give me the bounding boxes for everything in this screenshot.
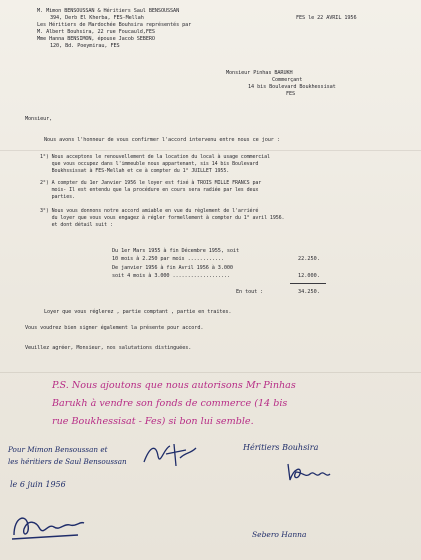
payment-terms: Loyer que vous réglerez , partie comptant , partie en traites. xyxy=(44,309,232,315)
sender-line-1: M. Mimon BENSOUSSAN & Héritiers Saul BENSOUSSAN xyxy=(37,8,180,14)
recipient-line-1: Monsieur Pinhas BARUKH xyxy=(226,70,293,76)
point-3-line-3: et dont détail suit : xyxy=(40,222,113,228)
signature-bouhsira xyxy=(282,458,338,486)
point-3-line-2: du loyer que vous vous engagez à régler formellement à compter du 1° avril 1956. xyxy=(40,215,285,221)
detail-amount-2: 12.000. xyxy=(298,273,320,279)
handwritten-note-left-1: Pour Mimon Bensoussan et xyxy=(8,445,108,454)
handwritten-note-bottom-right: Sebero Hanna xyxy=(252,530,307,539)
point-2-line-3: parties. xyxy=(40,194,75,200)
detail-line-4: soit 4 mois à 3.000 ................... xyxy=(112,273,230,279)
postscript-line-1: P.S. Nous ajoutons que nous autorisons Mr Pinhas xyxy=(52,380,296,391)
total-label: En tout : xyxy=(236,289,264,295)
fold-line xyxy=(0,150,421,151)
intro-paragraph: Nous avons l'honneur de vous confirmer l'accord intervenu entre nous ce jour : xyxy=(44,137,280,143)
signature-mimon xyxy=(140,440,200,470)
signature-bensoussan xyxy=(8,505,88,545)
point-2-line-1: 2°) A compter du 1er Janvier 1956 le loyer est fixé à TROIS MILLE FRANCS par xyxy=(40,180,262,186)
sum-rule xyxy=(290,283,326,284)
sender-line-6: 120, Bd. Poeymirau, FES xyxy=(50,43,120,49)
postscript-line-3: rue Boukhessisat - Fes) si bon lui semble. xyxy=(52,416,254,427)
handwritten-note-left-2: les héritiers de Saul Bensoussan xyxy=(8,457,127,466)
detail-line-1: Du 1er Mars 1955 à fin Décembre 1955, soit xyxy=(112,248,239,254)
handwritten-date: le 6 juin 1956 xyxy=(10,480,66,489)
sender-line-4: M. Albert Bouhsira, 22 rue Foucauld,FES xyxy=(37,29,155,35)
place-date: FES le 22 AVRIL 1956 xyxy=(296,15,357,21)
postscript-line-2: Barukh à vendre son fonds de commerce (14 bis xyxy=(52,398,288,409)
point-1-line-2: que vous occupez dans l'immeuble nous appartenant, sis 14 bis Boulevard xyxy=(40,161,259,167)
fold-line xyxy=(0,372,421,373)
detail-line-3: De janvier 1956 à fin Avril 1956 à 3.000 xyxy=(112,265,233,271)
recipient-line-2: Commerçant xyxy=(272,77,303,83)
recipient-line-3: 14 bis Boulevard Boukhessisat xyxy=(248,84,336,90)
point-2-line-2: mois- Il est entendu que la procédure en cours sera radiée par les deux xyxy=(40,187,259,193)
closing-formula: Veuillez agréer, Monsieur, nos salutations distinguées. xyxy=(25,345,192,351)
sender-line-2: 394, Derb El Kherba, FES-Mellah xyxy=(50,15,144,21)
total-amount: 34.250. xyxy=(298,289,320,295)
detail-line-2: 10 mois à 2.250 par mois ............ xyxy=(112,256,224,262)
detail-amount-1: 22.250. xyxy=(298,256,320,262)
salutation: Monsieur, xyxy=(25,116,53,122)
handwritten-note-right: Héritiers Bouhsira xyxy=(243,443,319,452)
sender-line-5: Mme Hanna BENSIMON, épouse Jacob SEBERO xyxy=(37,36,155,42)
recipient-line-4: FES xyxy=(286,91,296,97)
sender-line-3: Les Héritiers de Mardochée Bouhsira représentés par xyxy=(37,22,192,28)
signature-request: Vous voudrez bien signer également la présente pour accord. xyxy=(25,325,204,331)
point-3-line-1: 3°) Nous vous donnons notre accord amiable en vue du règlement de l'arriéré xyxy=(40,208,259,214)
point-1-line-1: 1°) Nous acceptons le renouvellement de la location du local à usage commercial xyxy=(40,154,270,160)
point-1-line-3: Boukhssissat à FES-Mellah et ce à compter du 1° JUILLET 1955. xyxy=(40,168,230,174)
